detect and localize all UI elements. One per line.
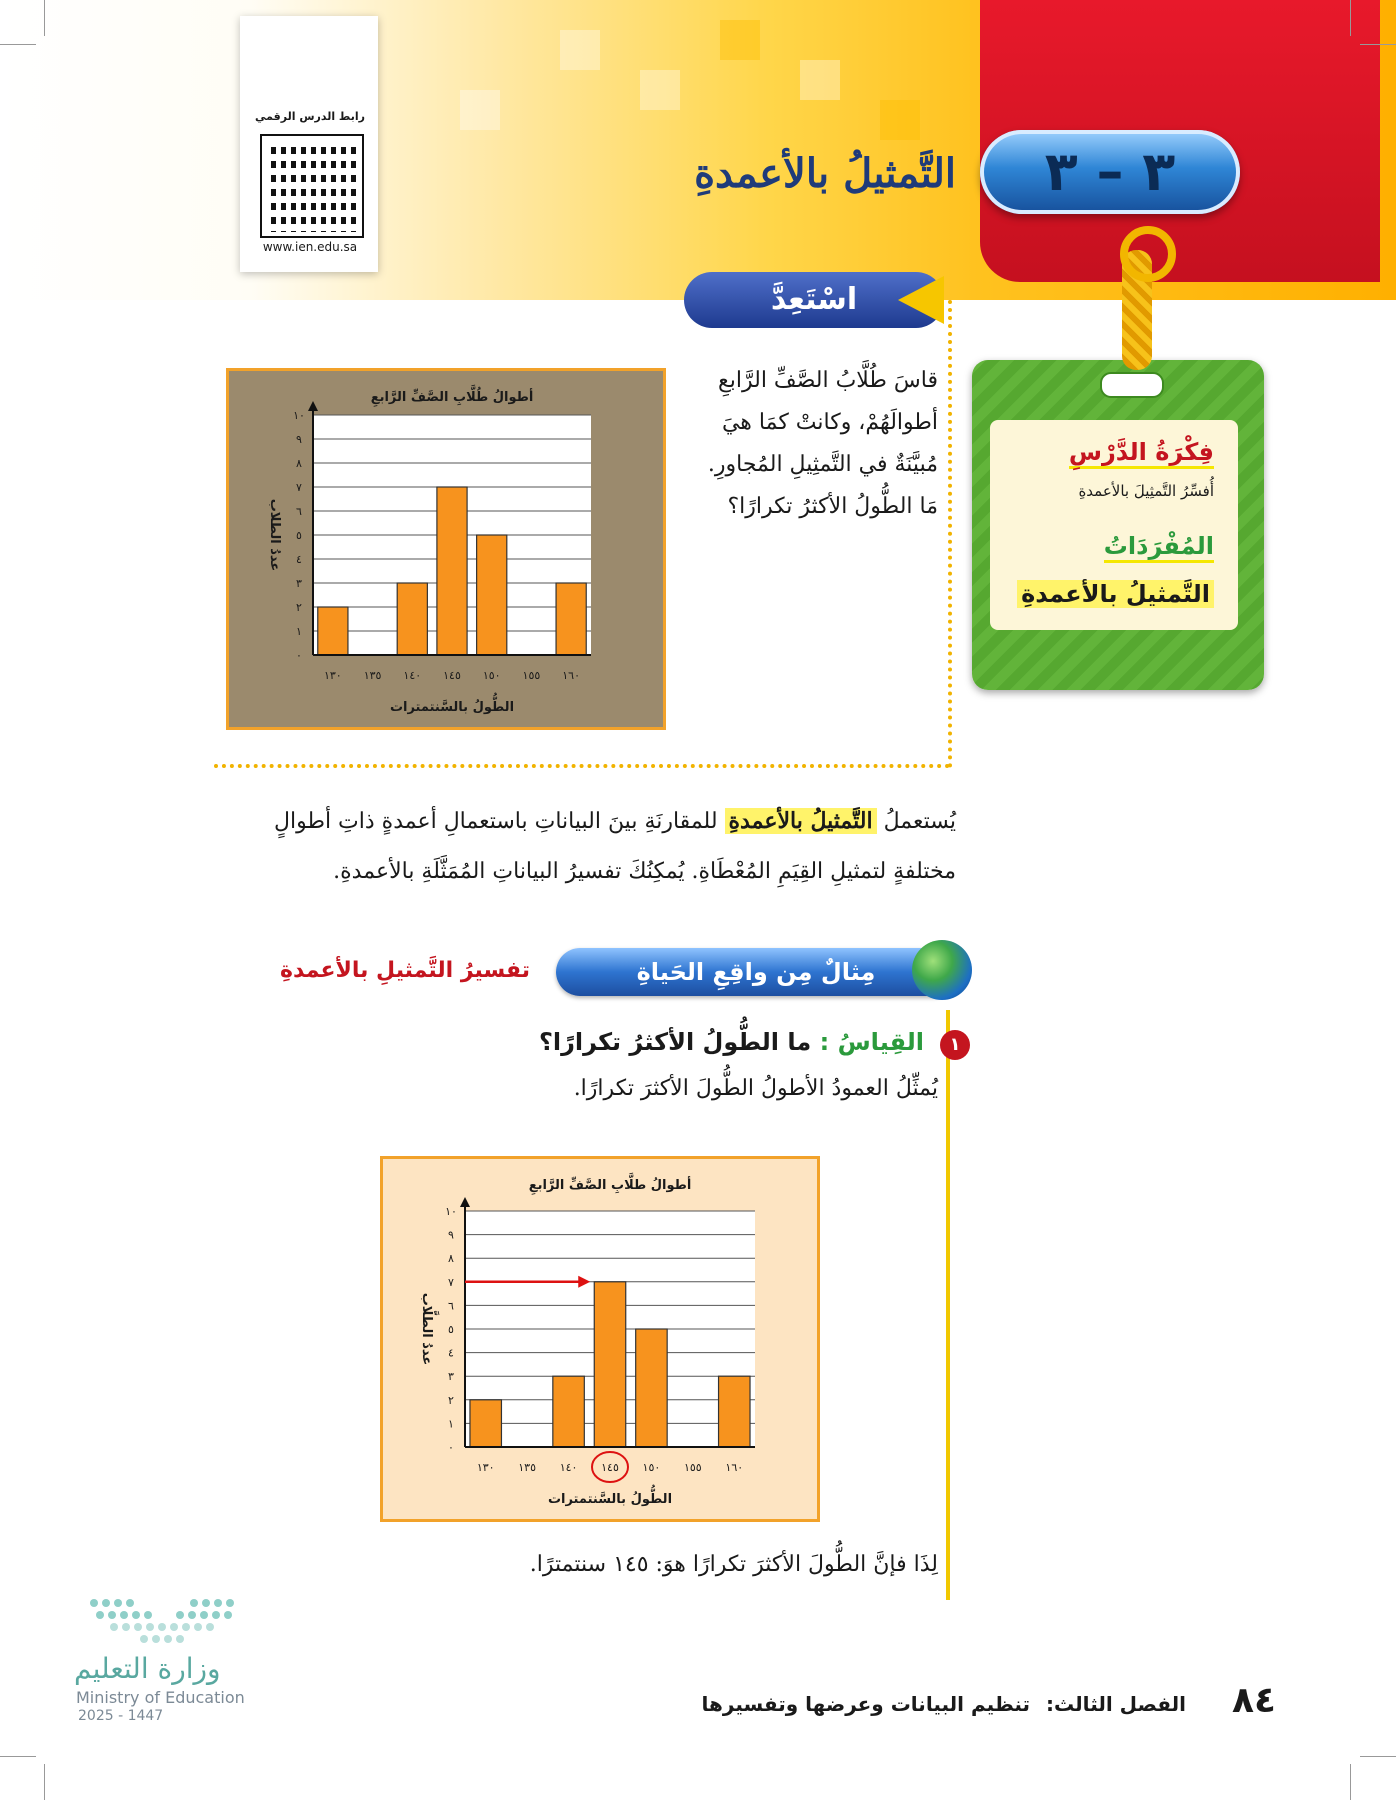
bar-chart-ready	[226, 368, 666, 730]
lesson-number-badge: ٣ – ٣	[980, 130, 1240, 214]
x-tick-label: ١٣٥	[518, 1461, 537, 1474]
chapter-title: تنظيم البيانات وعرضها وتفسيرها	[701, 1692, 1030, 1716]
y-axis-arrow	[460, 1197, 470, 1207]
globe-icon	[912, 940, 972, 1000]
crop-mark	[44, 1764, 45, 1800]
example-question	[539, 1028, 924, 1056]
crop-mark	[1360, 44, 1396, 45]
x-tick-label: ١٤٥	[601, 1461, 619, 1474]
dotted-divider-vertical	[948, 300, 952, 768]
y-tick-label: ٥	[448, 1323, 454, 1336]
ministry-year: 2025 - 1447	[78, 1708, 164, 1724]
card-hole	[1100, 372, 1164, 398]
example-side-rule	[946, 1010, 950, 1600]
y-tick-label: ٥	[296, 529, 302, 542]
bar	[437, 487, 467, 655]
y-axis-label: عددُ الطلاب	[267, 498, 282, 572]
x-tick-label: ١٣٥	[363, 669, 382, 682]
y-tick-label: ١٠	[445, 1205, 457, 1218]
ready-line: قاسَ طُلَّابُ الصَّفِّ الرَّابعِ	[718, 368, 938, 393]
example-subject: القِياسُ :	[819, 1028, 924, 1056]
bar	[556, 583, 586, 655]
vocabulary-term: التَّمثيلُ بالأعمدةِ	[1017, 580, 1214, 608]
bar	[553, 1376, 584, 1447]
y-tick-label: ٩	[296, 433, 302, 446]
x-tick-label: ١٤٥	[443, 669, 461, 682]
y-tick-label: ٠	[448, 1441, 454, 1454]
bar	[397, 583, 427, 655]
bar-chart-example-svg	[383, 1159, 817, 1519]
x-axis-label: الطُّولُ بالسَّنتمترات	[389, 700, 515, 715]
y-tick-label: ١٠	[293, 409, 305, 422]
bar	[318, 607, 348, 655]
chart-title: أطوالُ طلَّابِ الصَّفِّ الرَّابعِ	[528, 1178, 692, 1193]
chapter-label: الفصل الثالث:	[1046, 1692, 1186, 1716]
example-conclusion: لِذَا فإنَّ الطُّولَ الأكثرَ تكرارًا هوَ: ١٤٥ سنتمترًا.	[529, 1552, 938, 1577]
example-number-badge: ١	[940, 1030, 970, 1060]
chart-title: أطوالُ طُلَّابِ الصَّفِّ الرَّابعِ	[370, 390, 534, 405]
bar	[636, 1329, 667, 1447]
qr-label: رابط الدرس الرقمي	[255, 110, 365, 123]
crop-mark	[0, 1756, 36, 1757]
x-tick-label: ١٣٠	[323, 669, 342, 682]
bar	[719, 1376, 750, 1447]
ministry-name-ar: وزارة التعليم	[74, 1652, 221, 1685]
y-tick-label: ٢	[448, 1393, 454, 1407]
lesson-idea-heading: فِكْرَةُ الدَّرْسِ	[1069, 438, 1214, 469]
bar	[477, 535, 507, 655]
x-tick-label: ١٣٠	[476, 1461, 495, 1474]
crop-mark	[1350, 0, 1351, 36]
example-answer: يُمثِّلُ العمودُ الأطولُ الطُّولَ الأكثرَ تكرارًا.	[573, 1076, 938, 1101]
y-tick-label: ٨	[448, 1252, 454, 1266]
crop-mark	[1360, 1756, 1396, 1757]
y-tick-label: ٣	[296, 577, 302, 590]
bar-chart-example	[380, 1156, 820, 1522]
example-question-text: ما الطُّولُ الأكثرُ تكرارًا؟	[538, 1028, 812, 1056]
definition-text: مختلفةٍ لتمثيلِ القِيَمِ المُعْطَاةِ. يُمكِنُكَ تفسيرُ البياناتِ المُمَثَّلَةِ بالأعمدةِ.	[333, 859, 956, 884]
x-tick-label: ١٥٥	[522, 669, 541, 682]
lesson-title: التَّمثيلُ بالأعمدةِ	[694, 150, 956, 197]
y-tick-label: ٧	[296, 481, 302, 494]
lesson-idea-text: أُفسِّرُ التَّمثِيلَ بالأعمدةِ	[1078, 482, 1214, 500]
qr-url[interactable]: www.ien.edu.sa	[262, 240, 358, 254]
x-tick-label: ١٥٠	[642, 1461, 661, 1474]
y-tick-label: ١	[448, 1417, 454, 1431]
ready-line: أطوالَهُمْ، وكانتْ كمَا هيَ	[721, 410, 938, 435]
y-tick-label: ٢	[296, 601, 302, 614]
ready-line: مُبيَّنَةٌ في التَّمثِيلِ المُجاورِ.	[707, 452, 938, 477]
definition-paragraph	[176, 796, 956, 897]
y-tick-label: ٤	[448, 1346, 454, 1360]
page-number: ٨٤	[1232, 1680, 1276, 1721]
bar-chart-ready-svg	[229, 371, 663, 727]
vocabulary-heading: المُفْرَدَاتُ	[1104, 532, 1214, 563]
y-tick-label: ٩	[448, 1228, 454, 1242]
qr-code-image[interactable]	[262, 136, 362, 236]
x-tick-label: ١٥٠	[482, 669, 501, 682]
bar	[470, 1400, 501, 1447]
x-tick-label: ١٦٠	[562, 669, 581, 682]
ministry-name-en: Ministry of Education	[76, 1688, 245, 1707]
ready-banner: اسْتَعِدَّ	[684, 272, 944, 328]
ready-line: مَا الطُّولُ الأكثرُ تكرارًا؟	[727, 494, 938, 519]
definition-text: يُستعملُ	[883, 809, 956, 834]
x-tick-label: ١٥٥	[683, 1461, 702, 1474]
definition-text: للمقارنَةِ بينَ البياناتِ باستعمالِ أعمدةٍ ذاتِ أطوالٍ	[273, 809, 718, 834]
x-tick-label: ١٦٠	[725, 1461, 744, 1474]
y-tick-label: ٧	[448, 1275, 454, 1289]
x-axis-label: الطُّولُ بالسَّنتمترات	[547, 1492, 673, 1507]
y-tick-label: ١	[296, 625, 302, 638]
crop-mark	[44, 0, 45, 36]
y-tick-label: ٠	[296, 649, 302, 662]
crop-mark	[0, 44, 36, 45]
ready-arrow-icon	[898, 276, 944, 324]
x-tick-label: ١٤٠	[403, 669, 422, 682]
dotted-divider-horizontal	[214, 764, 950, 768]
crop-mark	[1350, 1764, 1351, 1800]
y-tick-label: ٦	[448, 1299, 454, 1313]
y-tick-label: ٨	[296, 457, 302, 470]
example-side-title: تفسيرُ التَّمثيلِ بالأعمدةِ	[280, 958, 530, 983]
y-tick-label: ٦	[296, 505, 302, 518]
y-tick-label: ٤	[296, 553, 302, 566]
y-axis-label: عددُ الطلَّاب	[419, 1292, 434, 1366]
lesson-idea-panel	[990, 420, 1238, 630]
x-tick-label: ١٤٠	[559, 1461, 578, 1474]
bar	[594, 1282, 625, 1447]
ready-text	[678, 360, 938, 528]
example-banner: مِثالٌ مِن واقِعِ الحَياةِ	[556, 948, 956, 996]
y-axis-arrow	[308, 401, 318, 411]
definition-highlight: التَّمثيلُ بالأعمدةِ	[725, 808, 877, 834]
y-tick-label: ٣	[448, 1370, 454, 1384]
card-ring-icon	[1120, 226, 1176, 282]
